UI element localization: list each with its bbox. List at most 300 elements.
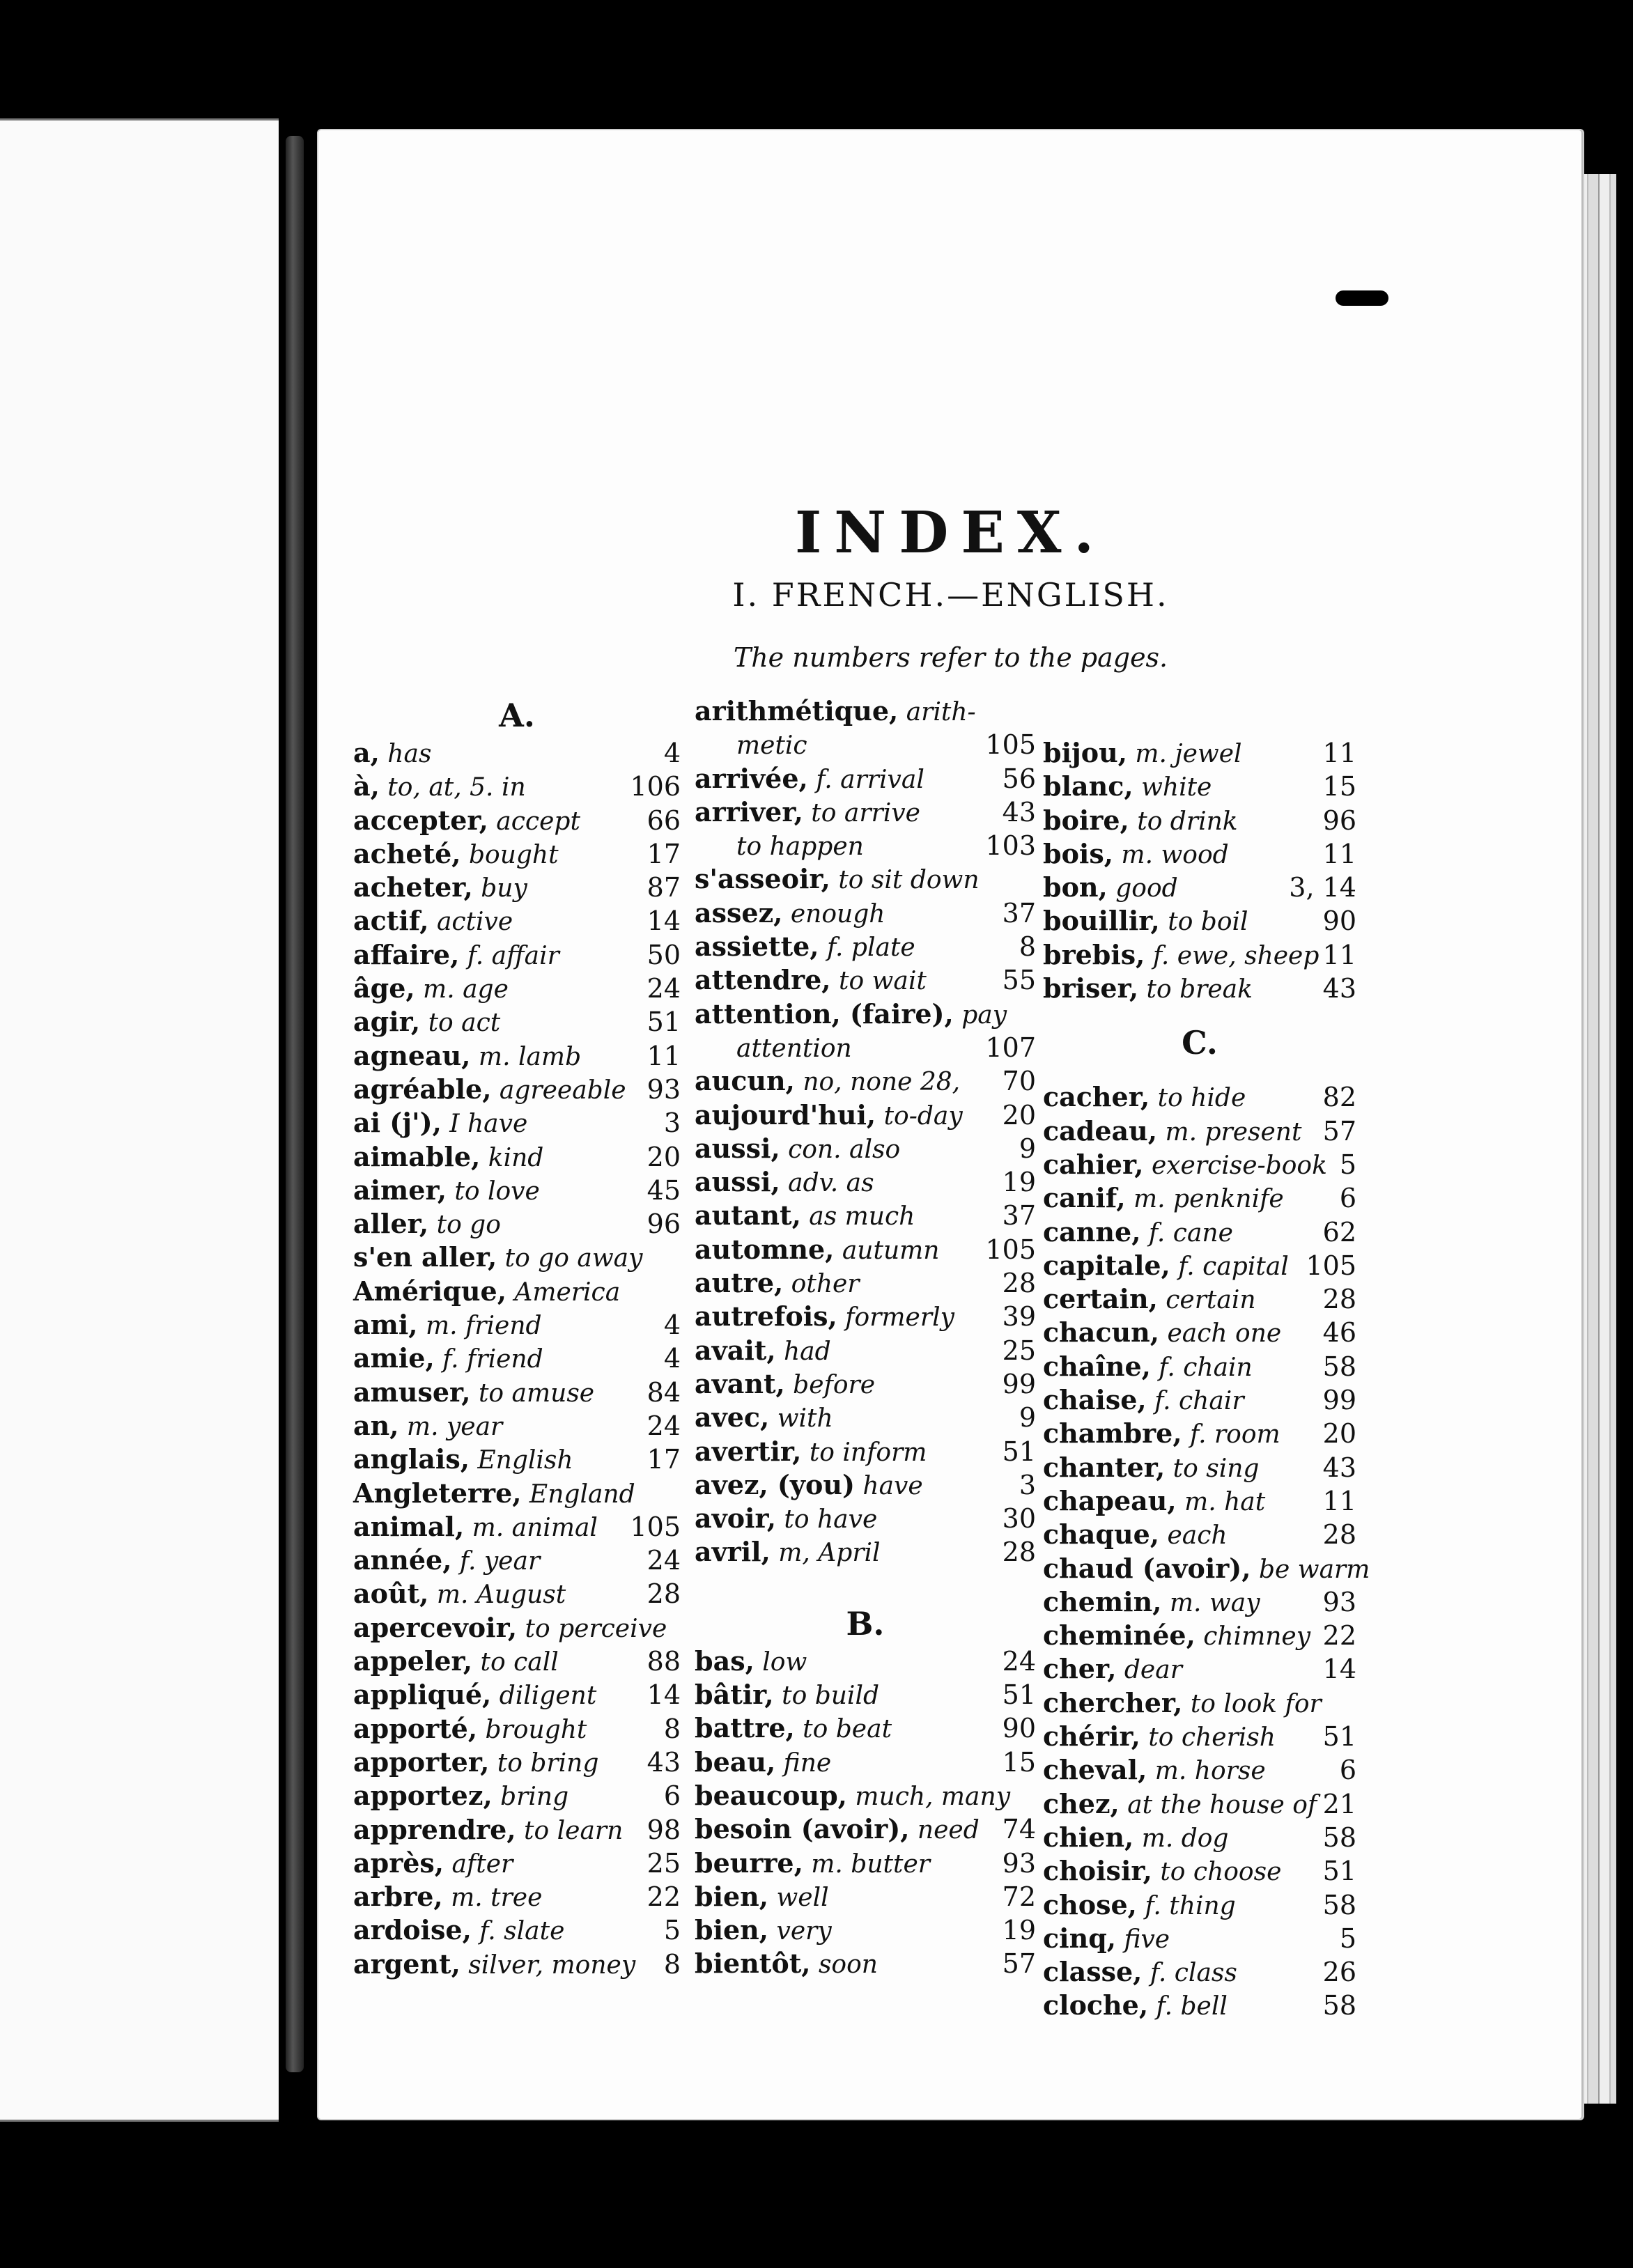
entry-word: avec, xyxy=(695,1401,770,1434)
entry-page: 98 xyxy=(647,1814,681,1845)
entry-meaning: other xyxy=(783,1270,860,1299)
index-entry xyxy=(1043,736,1356,770)
entry-meaning: accept xyxy=(488,807,580,836)
entry-meaning: each one xyxy=(1159,1319,1282,1349)
page-subtitle: I. FRENCH.—ENGLISH. xyxy=(732,576,1169,614)
index-entry xyxy=(353,1275,681,1308)
index-entry xyxy=(695,1266,1036,1300)
entry-word: capitale, xyxy=(1043,1249,1170,1281)
entry-meaning: to sing xyxy=(1165,1454,1260,1483)
entry-page: 58 xyxy=(1322,1990,1356,2021)
entry-page: 43 xyxy=(1002,796,1036,828)
entry-page: 105 xyxy=(1306,1250,1356,1281)
entry-meaning: arith- xyxy=(898,698,976,727)
entry-page: 20 xyxy=(1322,1418,1356,1450)
entry-page: 93 xyxy=(1002,1847,1036,1879)
index-entry xyxy=(695,963,1036,997)
index-entry xyxy=(1043,1989,1356,2022)
entry-word: apporté, xyxy=(353,1712,478,1744)
entry-word: aimer, xyxy=(353,1174,447,1206)
index-entry xyxy=(1043,972,1356,1005)
entry-word: chanter, xyxy=(1043,1451,1166,1483)
entry-page: 28 xyxy=(647,1578,681,1610)
index-entry xyxy=(353,1039,681,1073)
entry-page: 9 xyxy=(1019,1402,1036,1434)
entry-word: canne, xyxy=(1043,1215,1141,1248)
entry-meaning: m. dog xyxy=(1133,1824,1229,1853)
index-entry xyxy=(695,829,1036,862)
entries-c-top xyxy=(1043,736,1356,1005)
column-b xyxy=(695,694,1036,1981)
index-entry xyxy=(353,1746,681,1779)
entry-page: 51 xyxy=(1322,1856,1356,1887)
entry-word: cinq, xyxy=(1043,1922,1117,1954)
index-entry xyxy=(353,1813,681,1847)
entry-page: 87 xyxy=(647,872,681,903)
entry-word: apercevoir, xyxy=(353,1611,518,1643)
index-entry xyxy=(1043,1451,1356,1484)
entry-meaning: m. wood xyxy=(1113,840,1229,869)
entry-page: 74 xyxy=(1002,1814,1036,1845)
index-entry xyxy=(695,862,1036,896)
index-entry xyxy=(353,1847,681,1880)
entry-word: apprendre, xyxy=(353,1813,516,1845)
entry-word: assez, xyxy=(695,896,783,929)
index-entry xyxy=(353,1140,681,1174)
entry-meaning: be warm xyxy=(1251,1555,1370,1584)
index-entry xyxy=(695,795,1036,829)
entry-meaning: diligent xyxy=(491,1681,597,1711)
entry-page: 22 xyxy=(647,1881,681,1913)
entry-word: blanc, xyxy=(1043,770,1133,802)
entry-meaning: to choose xyxy=(1152,1858,1282,1887)
entry-meaning: good xyxy=(1107,874,1178,903)
entry-word: chemin, xyxy=(1043,1585,1162,1617)
entries-b-top xyxy=(695,694,1036,1569)
index-entry xyxy=(353,1308,681,1342)
index-entry xyxy=(353,1207,681,1241)
entry-meaning: as much xyxy=(800,1202,915,1232)
index-entry xyxy=(353,837,681,871)
entry-meaning: to happen xyxy=(736,832,864,862)
index-entry xyxy=(1043,1316,1356,1349)
entry-page: 6 xyxy=(1339,1755,1356,1786)
section-heading-b: B. xyxy=(846,1604,885,1642)
entry-page: 5 xyxy=(1339,1923,1356,1954)
entry-meaning: m. jewel xyxy=(1127,740,1242,768)
index-entry xyxy=(1043,1686,1356,1720)
entry-page: 99 xyxy=(1322,1385,1356,1416)
entry-word: chacun, xyxy=(1043,1316,1160,1349)
section-heading-c: C. xyxy=(1182,1024,1218,1062)
entry-meaning: metic xyxy=(736,731,807,761)
entry-meaning: to cherish xyxy=(1140,1723,1276,1753)
index-entry xyxy=(695,896,1036,930)
entry-page: 14 xyxy=(647,906,681,937)
entry-meaning: need xyxy=(909,1816,980,1845)
entry-page: 39 xyxy=(1002,1301,1036,1333)
entry-meaning: enough xyxy=(782,899,885,929)
entry-page: 20 xyxy=(1002,1099,1036,1131)
entry-page: 11 xyxy=(1322,838,1356,869)
index-entry xyxy=(353,1645,681,1678)
index-entry xyxy=(695,1199,1036,1232)
entry-page: 88 xyxy=(647,1646,681,1677)
index-entry xyxy=(695,1502,1036,1535)
entry-meaning: active xyxy=(428,908,513,937)
index-entry xyxy=(695,930,1036,963)
entry-page: 43 xyxy=(1322,1452,1356,1483)
entry-word: beaucoup, xyxy=(695,1779,847,1811)
entry-meaning: to sit down xyxy=(830,866,980,895)
entry-word: arriver, xyxy=(695,795,803,828)
entry-word: avez, (you) xyxy=(695,1468,855,1500)
index-entry xyxy=(353,1913,681,1947)
entry-meaning: silver, money xyxy=(460,1950,636,1980)
entry-meaning: to love xyxy=(446,1176,540,1206)
index-entry xyxy=(353,1409,681,1443)
entry-word: a, xyxy=(353,737,380,768)
entry-meaning: much, many xyxy=(846,1782,1011,1811)
index-entry xyxy=(1043,1854,1356,1888)
entry-word: Angleterre, xyxy=(353,1477,522,1509)
entry-meaning: to amuse xyxy=(470,1378,595,1408)
entry-word: après, xyxy=(353,1847,444,1879)
entry-word: autant, xyxy=(695,1199,801,1232)
entry-page: 3, 14 xyxy=(1289,872,1356,903)
entry-meaning: at the house of xyxy=(1119,1790,1317,1819)
index-entry xyxy=(1043,1249,1356,1282)
entry-word: aujourd'hui, xyxy=(695,1098,876,1131)
entry-meaning: had xyxy=(775,1337,831,1366)
entry-page: 57 xyxy=(1002,1948,1036,1980)
index-page xyxy=(317,129,1584,2120)
index-entry xyxy=(1043,1383,1356,1417)
entry-meaning: very xyxy=(768,1917,832,1946)
entry-word: battre, xyxy=(695,1712,795,1744)
entry-page: 8 xyxy=(1019,931,1036,963)
entry-meaning: m. penknife xyxy=(1125,1185,1284,1214)
entry-meaning: f. plate xyxy=(819,933,915,963)
entry-word: apporter, xyxy=(353,1746,490,1778)
index-entry xyxy=(1043,1148,1356,1181)
index-entry xyxy=(353,1073,681,1106)
entry-word: cloche, xyxy=(1043,1989,1149,2021)
index-entry xyxy=(1043,904,1356,938)
entry-meaning: m. horse xyxy=(1147,1757,1266,1786)
entries-c-bottom xyxy=(1043,1080,1370,2022)
entry-page: 20 xyxy=(647,1141,681,1172)
entry-page: 15 xyxy=(1322,771,1356,802)
index-entry xyxy=(353,871,681,904)
index-entry xyxy=(353,1376,681,1409)
entry-word: beurre, xyxy=(695,1847,803,1879)
entry-word: beau, xyxy=(695,1746,776,1778)
entry-page: 6 xyxy=(663,1780,681,1812)
entry-meaning: white xyxy=(1133,773,1212,802)
index-entry xyxy=(353,1174,681,1207)
entry-page: 19 xyxy=(1002,1915,1036,1946)
entry-meaning: f. capital xyxy=(1170,1252,1289,1281)
entry-meaning: bought xyxy=(461,840,559,869)
entry-meaning: kind xyxy=(480,1143,544,1172)
entry-word: chose, xyxy=(1043,1888,1137,1920)
page-note: The numbers refer to the pages. xyxy=(733,642,1168,673)
index-entry xyxy=(1043,1652,1356,1686)
entry-word: Amérique, xyxy=(353,1275,506,1307)
entry-word: à, xyxy=(353,770,380,802)
entry-meaning: m. hat xyxy=(1176,1487,1266,1516)
entry-word: canif, xyxy=(1043,1182,1126,1214)
index-entry xyxy=(353,1106,681,1140)
entry-page: 84 xyxy=(647,1376,681,1408)
entry-page: 70 xyxy=(1002,1066,1036,1097)
entry-meaning: bring xyxy=(492,1782,569,1812)
index-entry xyxy=(1043,871,1356,904)
entry-page: 3 xyxy=(663,1108,681,1139)
entry-meaning: to inform xyxy=(801,1438,927,1467)
entry-meaning: f. friend xyxy=(434,1345,543,1374)
index-entry xyxy=(695,1779,1036,1812)
entry-page: 30 xyxy=(1002,1503,1036,1535)
index-entry xyxy=(695,1678,1036,1711)
index-entry xyxy=(1043,1181,1356,1215)
entry-word: autre, xyxy=(695,1267,784,1299)
entry-word: affaire, xyxy=(353,938,460,970)
entry-page: 57 xyxy=(1322,1115,1356,1147)
entry-page: 4 xyxy=(663,1343,681,1374)
entry-word: avait, xyxy=(695,1334,776,1366)
entry-meaning: f. thing xyxy=(1136,1891,1236,1920)
index-entry xyxy=(353,1948,681,1981)
index-entry xyxy=(353,1443,681,1476)
entry-meaning: m. friend xyxy=(417,1312,542,1341)
entry-page: 50 xyxy=(647,939,681,970)
entry-word: actif, xyxy=(353,905,429,937)
entry-word: chercher, xyxy=(1043,1686,1183,1718)
entry-meaning: to drink xyxy=(1129,807,1238,836)
column-a xyxy=(353,694,681,1981)
index-entry xyxy=(695,1746,1036,1779)
entry-page: 6 xyxy=(1339,1183,1356,1214)
entry-meaning: f. cane xyxy=(1140,1218,1233,1248)
index-entry xyxy=(353,1241,681,1274)
index-entry xyxy=(353,1779,681,1812)
entry-word: autrefois, xyxy=(695,1300,837,1333)
entry-word: bien, xyxy=(695,1914,769,1946)
entry-word: classe, xyxy=(1043,1956,1143,1988)
entry-meaning: f. class xyxy=(1142,1959,1237,1988)
entry-page: 99 xyxy=(1002,1368,1036,1399)
entry-meaning: to call xyxy=(472,1648,559,1677)
entry-word: chien, xyxy=(1043,1821,1134,1853)
index-entry xyxy=(353,1880,681,1913)
index-entry xyxy=(695,1812,1036,1846)
index-entry xyxy=(695,1913,1036,1947)
entry-word: année, xyxy=(353,1544,452,1576)
entry-word: bientôt, xyxy=(695,1948,811,1980)
entry-meaning: no, none 28, xyxy=(794,1068,961,1097)
entry-page: 22 xyxy=(1322,1620,1356,1652)
entry-page: 96 xyxy=(1322,805,1356,836)
entry-word: automne, xyxy=(695,1233,835,1265)
entry-page: 43 xyxy=(647,1746,681,1778)
entry-word: assiette, xyxy=(695,931,819,963)
entry-page: 24 xyxy=(647,1410,681,1441)
index-entry xyxy=(353,938,681,972)
entry-meaning: adv. as xyxy=(780,1169,874,1198)
entry-word: avertir, xyxy=(695,1435,802,1467)
left-page xyxy=(0,118,279,2122)
entry-meaning: pay xyxy=(953,1000,1007,1030)
entry-word: s'asseoir, xyxy=(695,863,830,895)
entry-page: 45 xyxy=(647,1174,681,1206)
entry-meaning: m. way xyxy=(1161,1588,1260,1617)
entry-page: 105 xyxy=(985,729,1036,761)
entry-meaning: to perceive xyxy=(517,1614,667,1643)
entry-word: aussi, xyxy=(695,1166,780,1198)
entry-word: argent, xyxy=(353,1948,461,1980)
index-entry xyxy=(1043,1114,1356,1148)
entry-page: 58 xyxy=(1322,1351,1356,1382)
entry-meaning: chimney xyxy=(1195,1622,1311,1652)
entry-word: aucun, xyxy=(695,1065,795,1097)
index-entry xyxy=(695,1334,1036,1367)
entry-word: bouillir, xyxy=(1043,905,1160,937)
entry-page: 51 xyxy=(1002,1679,1036,1711)
entry-page: 24 xyxy=(647,1545,681,1576)
entry-page: 43 xyxy=(1322,973,1356,1004)
entry-word: attention, (faire), xyxy=(695,997,954,1030)
entry-meaning: before xyxy=(784,1370,876,1399)
entry-word: chaud (avoir), xyxy=(1043,1552,1251,1584)
entry-meaning: certain xyxy=(1157,1286,1256,1315)
entry-word: avoir, xyxy=(695,1502,776,1535)
entry-meaning: to hide xyxy=(1150,1084,1246,1113)
entry-word: arithmétique, xyxy=(695,695,899,727)
entry-word: briser, xyxy=(1043,972,1139,1004)
entry-meaning: England xyxy=(521,1479,635,1509)
entry-page: 106 xyxy=(630,771,681,802)
entry-word: ai (j'), xyxy=(353,1107,442,1139)
entry-word: attendre, xyxy=(695,964,831,996)
entry-page: 56 xyxy=(1002,763,1036,794)
index-entry xyxy=(695,1031,1036,1064)
entry-page: 11 xyxy=(1322,1485,1356,1516)
index-entry xyxy=(353,1005,681,1039)
entry-word: chaise, xyxy=(1043,1384,1147,1416)
entry-page: 82 xyxy=(1322,1082,1356,1113)
entry-word: âge, xyxy=(353,972,415,1004)
entry-word: cheminée, xyxy=(1043,1620,1195,1652)
index-entry xyxy=(695,694,1036,728)
entry-page: 14 xyxy=(1322,1654,1356,1685)
entry-meaning: have xyxy=(854,1471,923,1500)
entry-page: 15 xyxy=(1002,1746,1036,1778)
entry-meaning: to break xyxy=(1138,975,1253,1004)
index-entry xyxy=(353,1510,681,1544)
entry-word: apportez, xyxy=(353,1780,493,1812)
index-entry xyxy=(1043,1888,1356,1922)
index-entry xyxy=(1043,1215,1356,1249)
entry-word: chambre, xyxy=(1043,1418,1182,1450)
entry-word: appliqué, xyxy=(353,1679,492,1711)
entry-meaning: f. chain xyxy=(1150,1353,1253,1382)
entries-a xyxy=(353,736,681,1981)
entry-meaning: to look for xyxy=(1182,1689,1322,1718)
index-entry xyxy=(1043,837,1356,871)
entry-word: agir, xyxy=(353,1006,421,1038)
entry-meaning: to act xyxy=(420,1009,501,1038)
entry-page: 24 xyxy=(1002,1645,1036,1677)
entry-meaning: m. tree xyxy=(442,1883,543,1913)
entry-word: chaque, xyxy=(1043,1519,1159,1551)
entry-page: 5 xyxy=(663,1915,681,1946)
entry-word: cacher, xyxy=(1043,1081,1150,1113)
entry-meaning: f. slate xyxy=(471,1917,565,1946)
entry-page: 28 xyxy=(1322,1519,1356,1551)
entry-page: 11 xyxy=(1322,939,1356,970)
index-entry xyxy=(353,1712,681,1746)
entry-meaning: m. animal xyxy=(464,1513,598,1542)
entry-word: bijou, xyxy=(1043,737,1127,768)
index-entry xyxy=(1043,1585,1356,1619)
entry-page: 46 xyxy=(1322,1317,1356,1349)
entry-word: avril, xyxy=(695,1536,771,1568)
entry-word: certain, xyxy=(1043,1283,1158,1315)
entry-page: 21 xyxy=(1322,1788,1356,1819)
index-entry xyxy=(1043,938,1356,972)
entry-meaning: each xyxy=(1159,1521,1228,1551)
index-entry xyxy=(695,762,1036,795)
entry-meaning: autumn xyxy=(834,1236,940,1265)
entry-meaning: I have xyxy=(441,1110,528,1139)
entry-word: appeler, xyxy=(353,1645,473,1677)
column-c xyxy=(1043,694,1370,2023)
entry-meaning: five xyxy=(1116,1925,1170,1954)
index-entry xyxy=(353,804,681,837)
index-entry xyxy=(695,1233,1036,1266)
page-title: INDEX. xyxy=(794,499,1107,566)
index-entry xyxy=(695,1880,1036,1913)
entry-meaning: con. also xyxy=(780,1135,901,1164)
entry-page: 26 xyxy=(1322,1957,1356,1988)
index-entry xyxy=(1043,1350,1356,1383)
index-entry xyxy=(695,1535,1036,1569)
entry-page: 37 xyxy=(1002,1200,1036,1232)
index-entry xyxy=(695,1645,1036,1678)
entry-page: 105 xyxy=(985,1234,1036,1265)
index-entry xyxy=(1043,1080,1356,1114)
entry-word: aussi, xyxy=(695,1132,780,1164)
entry-word: ardoise, xyxy=(353,1914,472,1946)
entry-page: 66 xyxy=(647,805,681,836)
entry-meaning: to go away xyxy=(497,1244,643,1273)
entry-meaning: after xyxy=(444,1849,513,1879)
index-entry xyxy=(695,997,1036,1031)
index-entry xyxy=(695,1947,1036,1980)
entry-meaning: well xyxy=(768,1883,829,1912)
entry-meaning: m. August xyxy=(428,1580,566,1610)
entry-meaning: formerly xyxy=(837,1303,954,1333)
entry-word: cheval, xyxy=(1043,1754,1147,1786)
entry-word: an, xyxy=(353,1409,399,1441)
entry-page: 28 xyxy=(1322,1284,1356,1315)
entry-page: 51 xyxy=(647,1007,681,1038)
entry-meaning: m, April xyxy=(770,1539,881,1568)
entry-word: aimable, xyxy=(353,1140,481,1172)
index-entry xyxy=(353,736,681,770)
